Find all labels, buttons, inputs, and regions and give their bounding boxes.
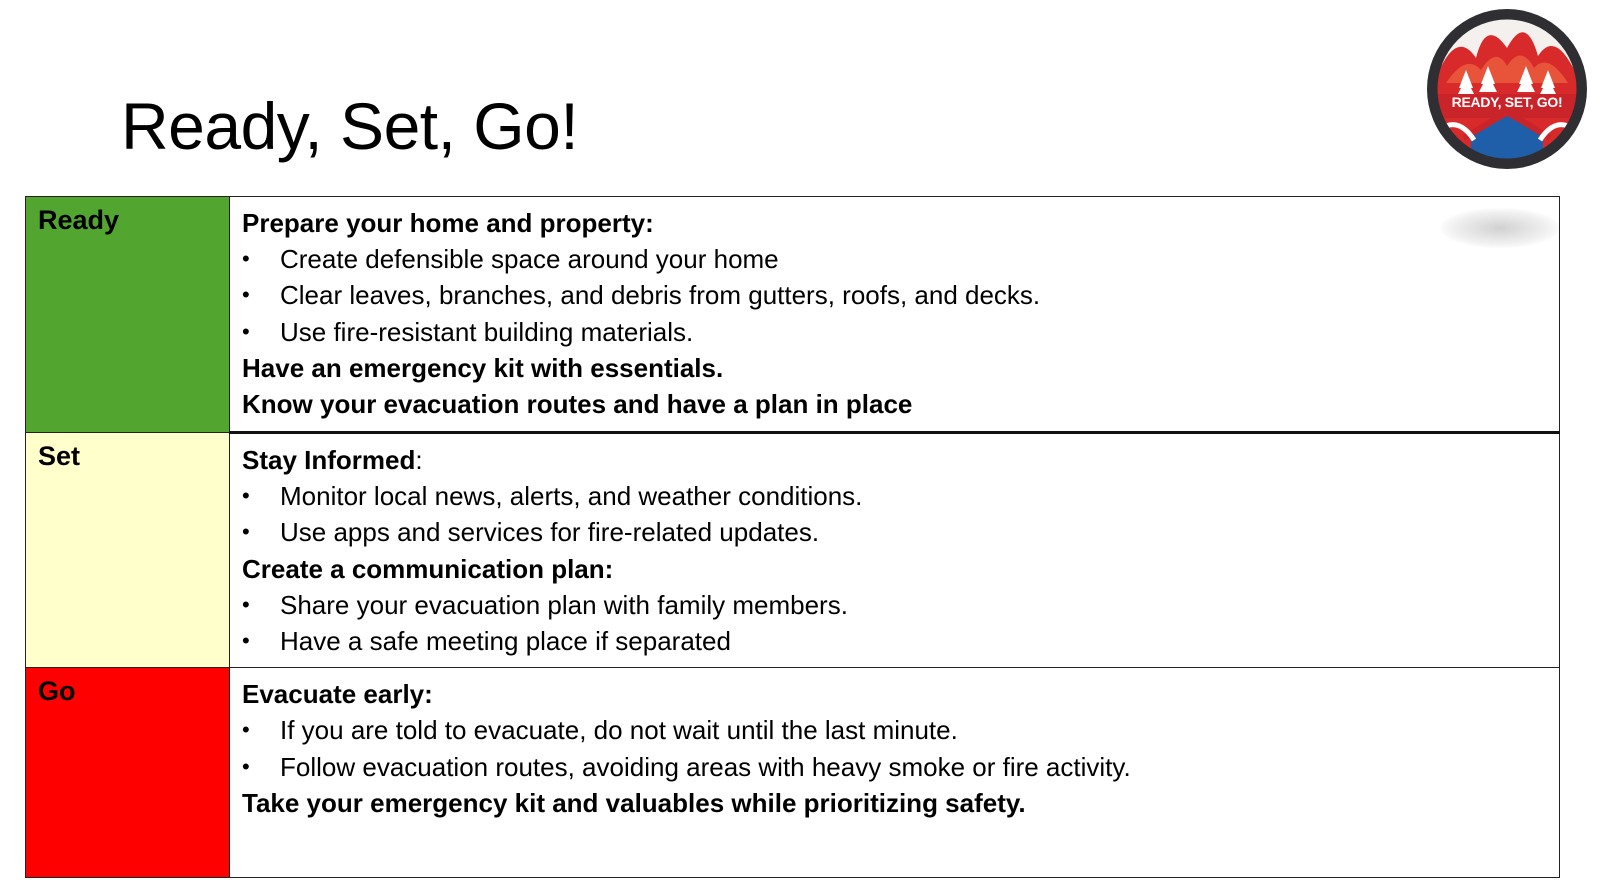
- list-item: [242, 478, 1547, 514]
- page-title: Ready, Set, Go!: [121, 89, 579, 163]
- section-heading-text: Create a communication plan:: [242, 553, 614, 584]
- section-heading-text: Take your emergency kit and valuables while prioritizing safety.: [242, 787, 1026, 818]
- phase-label-cell: [26, 433, 230, 668]
- phase-label: Set: [38, 441, 81, 471]
- bullet-icon: •: [242, 628, 250, 654]
- section-heading-text: Prepare your home and property:: [242, 208, 654, 238]
- list-item: [242, 712, 1547, 748]
- phase-label-cell: [26, 197, 230, 433]
- phase-content-cell: [230, 197, 1560, 433]
- bullet-icon: •: [242, 246, 250, 272]
- table-row: [26, 433, 1560, 668]
- list-item: [242, 241, 1547, 277]
- section-heading: [242, 676, 1547, 712]
- bullet-icon: •: [242, 483, 250, 509]
- list-item-text: If you are told to evacuate, do not wait until the last minute.: [280, 715, 958, 746]
- ready-set-go-table: [25, 196, 1560, 878]
- list-item-text: Have a safe meeting place if separated: [280, 626, 731, 657]
- list-item: [242, 514, 1547, 550]
- phase-label-cell: [26, 668, 230, 878]
- list-item-text: Share your evacuation plan with family members.: [280, 589, 848, 620]
- list-item-text: Follow evacuation routes, avoiding areas with heavy smoke or fire activity.: [280, 751, 1131, 782]
- bullet-icon: •: [242, 282, 250, 308]
- list-item: [242, 587, 1547, 623]
- phase-content-cell: [230, 668, 1560, 878]
- section-heading: [242, 551, 1547, 587]
- section-heading-text: Know your evacuation routes and have a plan in place: [242, 389, 913, 420]
- section-heading: [242, 350, 1547, 386]
- logo-emblem-icon: [1426, 8, 1588, 170]
- bullet-icon: •: [242, 753, 250, 779]
- section-heading-suffix: :: [415, 445, 423, 475]
- list-item: [242, 277, 1547, 313]
- list-item: [242, 749, 1547, 785]
- section-heading-text: Evacuate early:: [242, 679, 433, 710]
- section-heading-text: Stay Informed: [242, 445, 416, 475]
- section-heading: [242, 785, 1547, 821]
- section-heading-text: Have an emergency kit with essentials.: [242, 352, 724, 383]
- phase-label: Ready: [38, 205, 120, 235]
- section-heading: [242, 442, 1547, 478]
- bullet-icon: •: [242, 318, 250, 344]
- table-row: [26, 668, 1560, 878]
- section-heading: [242, 386, 1547, 422]
- list-item-text: Use apps and services for fire-related updates.: [280, 517, 820, 548]
- list-item: [242, 314, 1547, 350]
- phase-label: Go: [38, 676, 76, 707]
- list-item-text: Create defensible space around your home: [280, 244, 779, 275]
- list-item-text: Use fire-resistant building materials.: [280, 316, 694, 347]
- logo-text: READY, SET, GO!: [1451, 94, 1563, 110]
- bullet-icon: •: [242, 591, 250, 617]
- ready-set-go-logo: [1426, 8, 1588, 170]
- section-heading: [242, 205, 1547, 241]
- phase-content-cell: [230, 433, 1560, 668]
- bullet-icon: •: [242, 717, 250, 743]
- table-row: [26, 197, 1560, 433]
- list-item-text: Monitor local news, alerts, and weather conditions.: [280, 481, 863, 512]
- list-item: [242, 623, 1547, 659]
- bullet-icon: •: [242, 519, 250, 545]
- list-item-text: Clear leaves, branches, and debris from gutters, roofs, and decks.: [280, 280, 1041, 311]
